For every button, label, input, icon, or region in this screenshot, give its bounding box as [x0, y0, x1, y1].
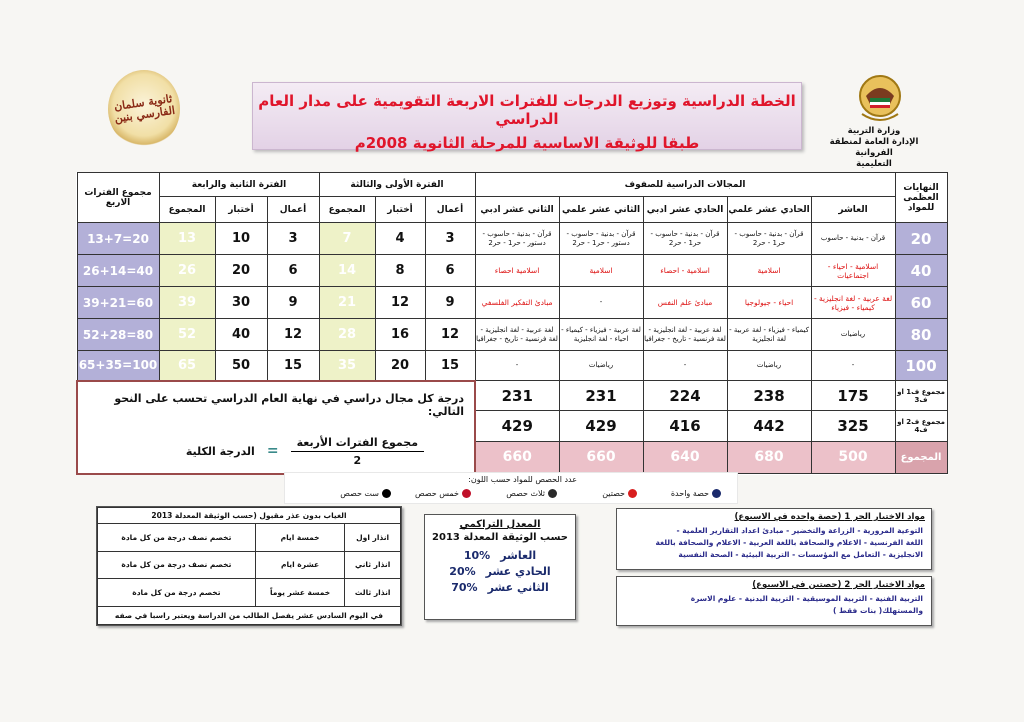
- sum-24-value: 429: [559, 411, 643, 441]
- subject-cell: اسلامية احصاء: [475, 255, 559, 287]
- subject-cell: لغة عربية - لغة انجليزية - كيمياء - فيزياء: [811, 287, 895, 319]
- legend-item: خمس حصص: [415, 489, 471, 498]
- ministry-line-1: وزارة التربية: [847, 126, 901, 136]
- period-total: 21: [319, 287, 375, 319]
- sum-formula: 40=26+14: [77, 255, 159, 287]
- elective-2-title: مواد الاختيار الحر 2 (حصتين في الاسبوع): [752, 580, 925, 590]
- grand-total-value: 660: [559, 441, 643, 473]
- header-fields: المجالات الدراسية للصفوف: [475, 173, 895, 197]
- exam-mark: 20: [215, 255, 267, 287]
- legend-item: حصتين: [602, 489, 637, 498]
- subject-cell: كيمياء - فيزياء - لغة عربية - لغة انجليزية: [727, 319, 811, 351]
- elective-1-line: التوعية المرورية - الزراعة والتخضير - مبادئ اعداد التقارير العلمية -: [676, 526, 923, 535]
- elective-2-line: التربية الفنية - التربية الموسيقية - التربية البدنية - علوم الاسرة: [690, 594, 923, 603]
- exam-mark: 12: [375, 287, 425, 319]
- subject-cell: -: [811, 351, 895, 381]
- sum-formula: 20=13+7: [77, 223, 159, 255]
- exam-mark: 10: [215, 223, 267, 255]
- work-mark: 12: [425, 319, 475, 351]
- legend-dot-icon: [628, 489, 637, 498]
- work-mark: 6: [425, 255, 475, 287]
- col-exam: أختبار: [375, 197, 425, 223]
- work-mark: 9: [425, 287, 475, 319]
- color-legend: [284, 472, 738, 504]
- absence-footer: في اليوم السادس عشر يفصل الطالب من الدراسة ويعتبر راسبا في صفه: [98, 607, 401, 625]
- legend-dot-icon: [712, 489, 721, 498]
- formula-numerator: مجموع الفترات الأربعة: [291, 436, 424, 452]
- absence-cell: انذار ثالث: [345, 579, 401, 607]
- elective-2-box: [616, 576, 932, 626]
- subject-cell: لغة عربية - فيزياء - كيمياء - احياء - لغة انجليزية: [559, 319, 643, 351]
- work-mark: 6: [267, 255, 319, 287]
- grand-total-value: 500: [811, 441, 895, 473]
- work-mark: 15: [425, 351, 475, 381]
- sum-24-value: 429: [475, 411, 559, 441]
- period-total: 39: [159, 287, 215, 319]
- table-row: [77, 223, 947, 255]
- gpa-box: [424, 514, 576, 620]
- subject-cell: اسلامية: [559, 255, 643, 287]
- period-total: 35: [319, 351, 375, 381]
- sum-formula: 100=65+35: [77, 351, 159, 381]
- subject-cell: -: [475, 351, 559, 381]
- subject-cell: قرآن - بدنية - حاسوب - حر1 - حر2: [643, 223, 727, 255]
- legend-dot-icon: [462, 489, 471, 498]
- absence-cell: تخصم نصف درجة من كل مادة: [98, 524, 256, 552]
- grand-total-value: 640: [643, 441, 727, 473]
- sum-formula: 80=52+28: [77, 319, 159, 351]
- subject-cell: احياء - جيولوجيا: [727, 287, 811, 319]
- elective-1-line: الانجليزية - التعامل مع المؤسسات - التربية البيئية - الصحة النفسية: [678, 550, 923, 559]
- absence-cell: انذار اول: [345, 524, 401, 552]
- exam-mark: 40: [215, 319, 267, 351]
- title-line-2: طبقا للوثيقة الاساسية للمرحلة الثانوية 2008م: [354, 134, 700, 152]
- exam-mark: 4: [375, 223, 425, 255]
- legend-item: ثلاث حصص: [506, 489, 557, 498]
- ministry-label: [820, 126, 928, 170]
- absence-cell: انذار ثاني: [345, 551, 401, 579]
- subject-cell: مبادئ التفكير الفلسفي: [475, 287, 559, 319]
- gpa-row: الثاني عشر 70%: [451, 581, 549, 594]
- formula-denominator: 2: [353, 453, 362, 467]
- col-work: أعمال: [425, 197, 475, 223]
- col-total: المجموع: [159, 197, 215, 223]
- work-mark: 15: [267, 351, 319, 381]
- sum-13-value: 175: [811, 381, 895, 411]
- absence-cell: خمسة عشر يوماً: [255, 579, 344, 607]
- col-total: المجموع: [319, 197, 375, 223]
- sum-24-value: 442: [727, 411, 811, 441]
- subject-cell: رياضيات: [811, 319, 895, 351]
- header-period-1-3: الفترة الأولى والثالثة: [319, 173, 475, 197]
- max-mark: 60: [895, 287, 947, 319]
- table-row: [77, 255, 947, 287]
- grade-header: العاشر: [811, 197, 895, 223]
- grand-total-value: 680: [727, 441, 811, 473]
- subject-cell: -: [643, 351, 727, 381]
- header-sum-four: مجموع الفترات الاربع: [77, 173, 159, 223]
- legend-dot-icon: [382, 489, 391, 498]
- gpa-row: العاشر 10%: [463, 549, 537, 562]
- legend-item: حصة واحدة: [671, 489, 721, 498]
- absence-cell: عشرة ايام: [255, 551, 344, 579]
- page-title: [252, 82, 802, 150]
- subject-cell: اسلامية - احصاء: [643, 255, 727, 287]
- note-line: درجة كل مجال دراسي في نهاية العام الدراسي تحسب على النحو التالي:: [114, 391, 465, 418]
- subject-cell: رياضيات: [559, 351, 643, 381]
- elective-1-box: [616, 508, 932, 570]
- max-mark: 80: [895, 319, 947, 351]
- sum-24-value: 416: [643, 411, 727, 441]
- ministry-line-2: الإدارة العامة لمنطقة الفروانية: [829, 137, 919, 158]
- sum-13-value: 231: [559, 381, 643, 411]
- grade-header: الثاني عشر علمي: [559, 197, 643, 223]
- period-total: 13: [159, 223, 215, 255]
- subject-cell: لغة عربية - لغة انجليزية - لغة فرنسية - تاريخ - جغرافيا: [643, 319, 727, 351]
- exam-mark: 30: [215, 287, 267, 319]
- table-row: [77, 319, 947, 351]
- elective-2-line: والمستهلك( بنات فقط ): [832, 606, 923, 615]
- absence-box: [96, 506, 402, 626]
- subject-cell: -: [559, 287, 643, 319]
- period-total: 52: [159, 319, 215, 351]
- subject-cell: قرآن - بدنية - حاسوب - دستور - حر1 - حر2: [475, 223, 559, 255]
- formula-label: الدرجة الكلية: [185, 444, 255, 458]
- ministry-line-3: التعليمية: [856, 159, 892, 169]
- subject-cell: اسلامية - احياء - اجتماعيات: [811, 255, 895, 287]
- legend-title: عدد الحصص للمواد حسب اللون:: [468, 475, 577, 484]
- subject-cell: اسلامية: [727, 255, 811, 287]
- exam-mark: 20: [375, 351, 425, 381]
- table-row: [77, 351, 947, 381]
- grade-header: الحادي عشر ادبي: [643, 197, 727, 223]
- subject-cell: لغة عربية - لغة انجليزية - لغة فرنسية - تاريخ - جغرافيا: [475, 319, 559, 351]
- elective-1-line: اللغة الفرنسية - الاعلام والصحافة باللغة العربية - الاعلام والصحافة باللغة: [655, 538, 923, 547]
- max-mark: 40: [895, 255, 947, 287]
- sum-formula: 60=39+21: [77, 287, 159, 319]
- gpa-row: الحادي عشر 20%: [449, 565, 551, 578]
- header-period-2-4: الفترة الثانية والرابعة: [159, 173, 319, 197]
- exam-mark: 16: [375, 319, 425, 351]
- work-mark: 3: [267, 223, 319, 255]
- subject-cell: قرآن - بدنية - حاسوب - دستور - حر1 - حر2: [559, 223, 643, 255]
- sum-13-row: [77, 381, 947, 411]
- absence-cell: خمسة ايام: [255, 524, 344, 552]
- sum-24-value: 325: [811, 411, 895, 441]
- period-total: 14: [319, 255, 375, 287]
- work-mark: 12: [267, 319, 319, 351]
- sum-24-label: مجموع ف2 او ف4: [895, 411, 947, 441]
- col-exam: أختبار: [215, 197, 267, 223]
- school-logo-text: ثانوية سلمان الفارسي بنين: [113, 92, 176, 126]
- gpa-subtitle: حسب الوثيقة المعدلة 2013: [432, 532, 568, 543]
- exam-mark: 8: [375, 255, 425, 287]
- sum-13-value: 224: [643, 381, 727, 411]
- formula-equals: =: [266, 443, 279, 459]
- period-total: 28: [319, 319, 375, 351]
- absence-cell: تخصم نصف درجة من كل مادة: [98, 551, 256, 579]
- subject-cell: قرآن - بدنية - حاسوب: [811, 223, 895, 255]
- header-maxima: النهايات العظمى للمواد: [895, 173, 947, 223]
- grades-table: [76, 172, 948, 475]
- max-mark: 100: [895, 351, 947, 381]
- grand-total-label: المجموع: [895, 441, 947, 473]
- elective-1-title: مواد الاختيار الحر 1 (حصة واحده في الاسبوع): [734, 512, 925, 522]
- col-work: أعمال: [267, 197, 319, 223]
- absence-title: الغياب بدون عذر مقبول (حسب الوثيقة المعدلة 2013: [98, 508, 401, 524]
- subject-cell: رياضيات: [727, 351, 811, 381]
- exam-mark: 50: [215, 351, 267, 381]
- legend-item: ست حصص: [340, 489, 391, 498]
- table-row: [77, 287, 947, 319]
- subject-cell: مبادئ علم النفس: [643, 287, 727, 319]
- absence-cell: تخصم درجة من كل مادة: [98, 579, 256, 607]
- period-total: 26: [159, 255, 215, 287]
- max-mark: 20: [895, 223, 947, 255]
- grand-total-value: 660: [475, 441, 559, 473]
- final-grade-note: [77, 381, 475, 474]
- school-logo: [108, 70, 180, 148]
- sum-13-value: 231: [475, 381, 559, 411]
- work-mark: 9: [267, 287, 319, 319]
- work-mark: 3: [425, 223, 475, 255]
- grade-header: الثاني عشر ادبي: [475, 197, 559, 223]
- sum-13-value: 238: [727, 381, 811, 411]
- sum-13-label: مجموع ف1 او ف3: [895, 381, 947, 411]
- period-total: 65: [159, 351, 215, 381]
- period-total: 7: [319, 223, 375, 255]
- title-line-1: الخطة الدراسية وتوزيع الدرجات للفترات الاربعة التقويمية على مدار العام الدراسي: [258, 92, 796, 128]
- gpa-title: المعدل التراكمي: [459, 519, 541, 530]
- legend-dot-icon: [548, 489, 557, 498]
- subject-cell: قرآن - بدنية - حاسوب - حر1 - حر2: [727, 223, 811, 255]
- grade-header: الحادي عشر علمي: [727, 197, 811, 223]
- kuwait-emblem-icon: [856, 74, 904, 126]
